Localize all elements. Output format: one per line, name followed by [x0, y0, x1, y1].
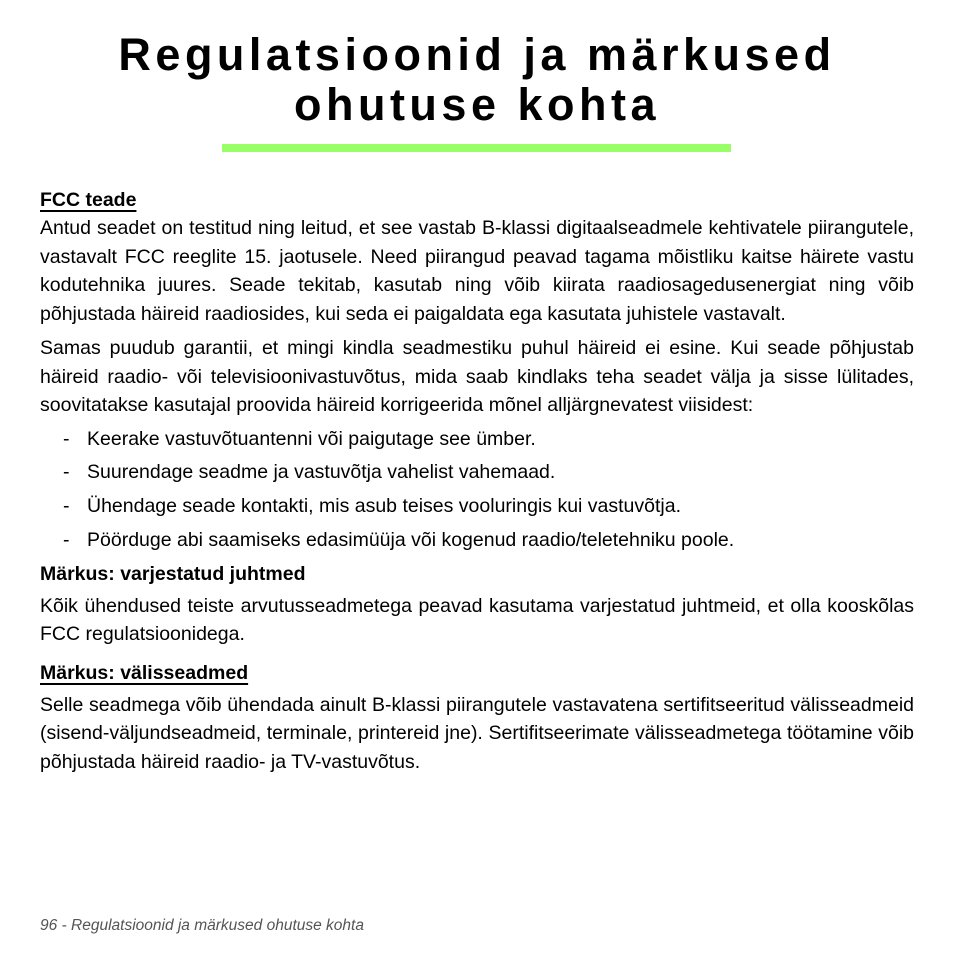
peripherals-heading: Märkus: välisseadmed [40, 661, 249, 684]
fcc-paragraph-1: Antud seadet on testitud ning leitud, et see vastab B-klassi digitaalseadmele kehtivatele piirangutele, vastavalt FCC reeglite 15. jaotusele. Need piirangud peavad tagama mõistliku kaitse häirete vastu kodutehnika juures. Seade tekitab, kasutab ning võib kiirata raadiosagedusenergiat ning võib põhjustada häireid raadiosides, kui seda ei paigaldata ega kasutata juhistele vastavalt. [40, 217, 914, 325]
list-item [40, 425, 914, 454]
list-item-text: Pöörduge abi saamiseks edasimüüja või kogenud raadio/teletehniku poole. [87, 528, 735, 551]
list-item [40, 492, 914, 521]
peripherals-paragraph: Selle seadmega võib ühendada ainult B-klassi piirangutele vastavatena sertifitseeritud välisseadmeid (sisend-väljundseadmeid, terminale, printereid jne). Sertifitseerimate välisseadmetega töötamine võib põhjustada häireid raadio- ja TV-vastuvõtus. [40, 693, 914, 773]
page-title [0, 30, 954, 130]
fcc-heading: FCC teade [40, 189, 137, 211]
shielded-cables-heading: Märkus: varjestatud juhtmed [40, 562, 306, 585]
page-title-line-2: ohutuse kohta [293, 79, 660, 130]
fcc-remedy-list [40, 425, 914, 555]
page-footer: 96 - Regulatsioonid ja märkused ohutuse kohta [40, 917, 364, 934]
page-title-line-1: Regulatsioonid ja märkused [118, 29, 836, 80]
document-body [40, 186, 914, 776]
shielded-cables-paragraph: Kõik ühendused teiste arvutusseadmetega peavad kasutama varjestatud juhtmeid, et olla kooskõlas FCC regulatsioonidega. [40, 594, 914, 646]
list-dash: - [63, 461, 70, 484]
list-dash: - [63, 528, 70, 551]
list-dash: - [63, 495, 70, 518]
list-item-text: Ühendage seade kontakti, mis asub teises vooluringis kui vastuvõtja. [87, 495, 681, 518]
list-item-text: Keerake vastuvõtuantenni või paigutage see ümber. [87, 427, 536, 450]
fcc-paragraph-2: Samas puudub garantii, et mingi kindla seadmestiku puhul häireid ei esine. Kui seade põhjustab häireid raadio- või televisioonivastuvõtus, mida saab kindlaks teha seadet välja ja sisse lülitades, soovitatakse kasutajal proovida häireid korrigeerida mõnel alljärgnevatest viisidest: [40, 337, 914, 416]
list-item [40, 458, 914, 487]
list-dash: - [63, 427, 70, 450]
list-item [40, 526, 914, 555]
list-item-text: Suurendage seadme ja vastuvõtja vahelist vahemaad. [87, 461, 556, 484]
title-underline-rule [222, 144, 731, 152]
